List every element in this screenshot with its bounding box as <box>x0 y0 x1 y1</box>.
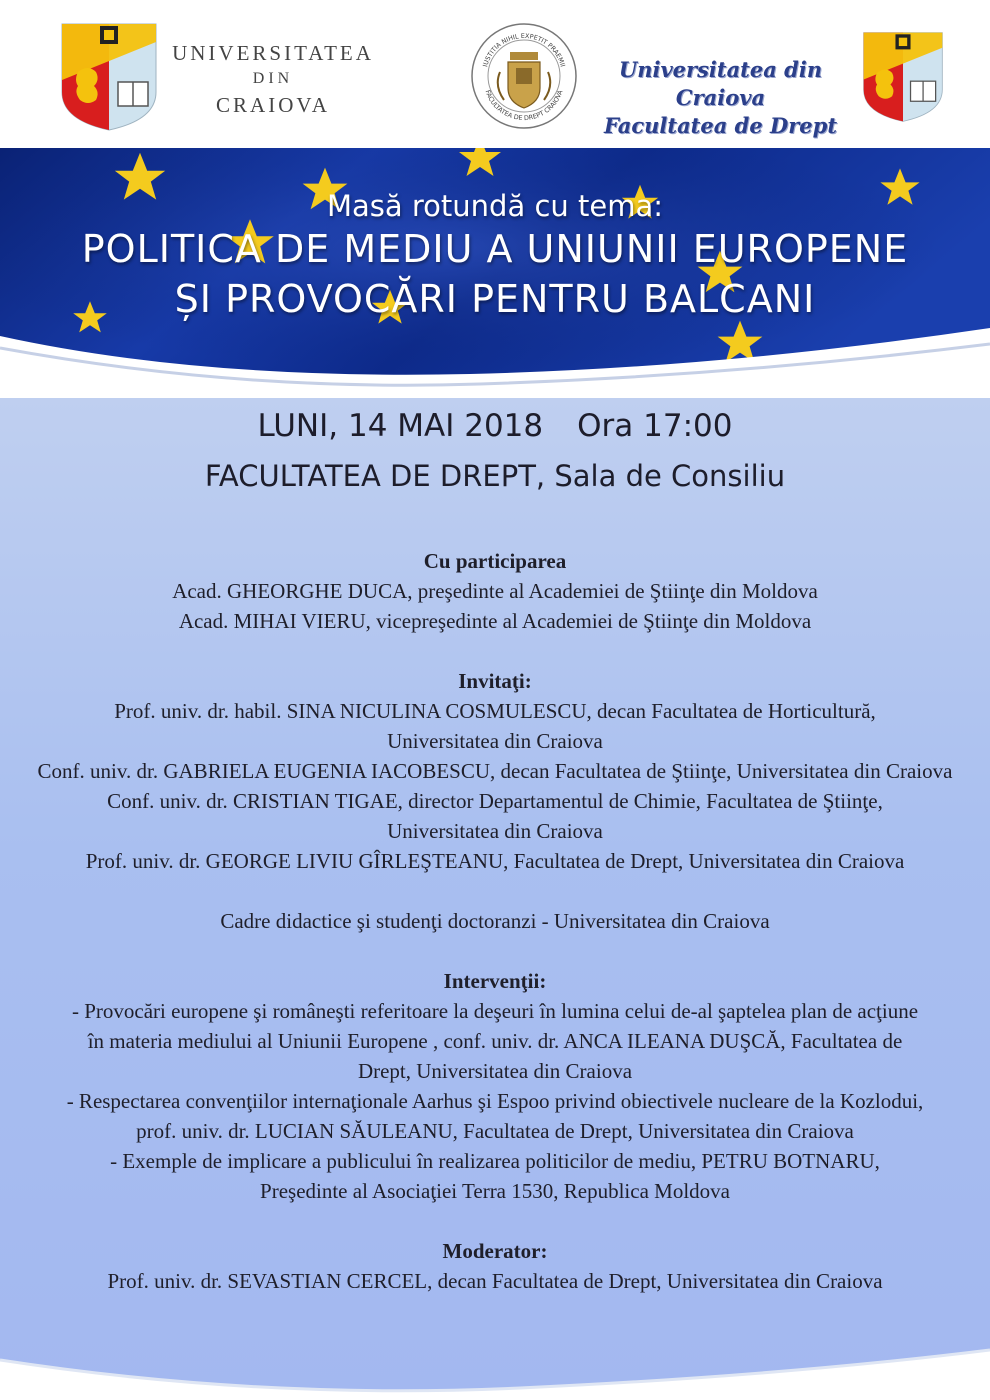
intervention-line: - Exemple de implicare a publicului în realizarea politicilor de mediu, PETRU BOTNARU, <box>110 1149 880 1173</box>
bottom-wave <box>0 1330 990 1400</box>
intervention-line: Preşedinte al Asociaţiei Terra 1530, Republica Moldova <box>260 1179 730 1203</box>
guest-line: Prof. univ. dr. GEORGE LIVIU GÎRLEŞTEANU, Facultatea de Drept, Universitatea din Craiova <box>85 849 905 873</box>
faculty-title-line-1: Universitatea din Craiova <box>618 57 823 110</box>
guest-line: Prof. univ. dr. habil. SINA NICULINA COSMULESCU, decan Facultatea de Horticultură, <box>114 699 876 723</box>
university-name-line-2: DIN <box>252 70 294 87</box>
intervention-line: - Provocări europene şi româneşti referitoare la deşeuri în lumina celui de-al şaptelea plan de acţiune <box>71 999 919 1023</box>
university-crest-icon <box>862 24 944 130</box>
university-crest-icon <box>60 22 158 132</box>
guest-line: Conf. univ. dr. CRISTIAN TIGAE, director Departamentul de Chimie, Facultatea de Ştiinţe, <box>107 789 883 813</box>
guests-extra: Cadre didactice şi studenţi doctoranzi - Universitatea din Craiova <box>220 909 770 933</box>
participation-line: Acad. MIHAI VIERU, vicepreşedinte al Academiei de Ştiinţe din Moldova <box>178 609 812 633</box>
university-name-line-1: UNIVERSITATEA <box>172 41 374 65</box>
event-venue: FACULTATEA DE DREPT, Sala de Consiliu <box>204 459 786 493</box>
faculty-title-line-2: Facultatea de Drept <box>603 113 838 138</box>
intervention-line: - Respectarea convenţiilor internaţionale Aarhus şi Espoo privind obiectivele nucleare de la Kozlodui, <box>66 1089 924 1113</box>
guests-heading: Invitaţi: <box>458 669 532 693</box>
program <box>20 546 970 1296</box>
intervention-line: Drept, Universitatea din Craiova <box>357 1059 633 1083</box>
header <box>0 0 990 148</box>
moderator-heading: Moderator: <box>442 1239 548 1263</box>
participation-heading: Cu participarea <box>423 549 567 573</box>
banner-text <box>0 188 990 324</box>
intervention-line: în materia mediului al Uniunii Europene , conf. univ. dr. ANCA ILEANA DUŞCĂ, Facultatea de <box>87 1029 903 1053</box>
event-title-line-2: ȘI PROVOCĂRI PENTRU BALCANI <box>174 277 816 321</box>
seal-top-text: IUSTITIA NIHIL EXPETIT PRAEMII <box>481 31 567 68</box>
guest-line: Universitatea din Craiova <box>387 729 603 753</box>
event-time: Ora 17:00 <box>577 408 733 444</box>
intervention-line: prof. univ. dr. LUCIAN SĂULEANU, Facultatea de Drept, Universitatea din Craiova <box>136 1119 854 1143</box>
interventions-heading: Intervenţii: <box>443 969 547 993</box>
university-name-line-3: CRAIOVA <box>216 93 330 117</box>
moderator-line: Prof. univ. dr. SEVASTIAN CERCEL, decan Facultatea de Drept, Universitatea din Craiova <box>107 1269 883 1293</box>
event-subtitle: Masă rotundă cu tema: <box>327 189 663 223</box>
event-title-line-1: POLITICA DE MEDIU A UNIUNII EUROPENE <box>81 227 909 271</box>
event-details <box>0 398 990 1400</box>
university-name <box>168 40 378 118</box>
guest-line: Conf. univ. dr. GABRIELA EUGENIA IACOBESCU, decan Facultatea de Ştiinţe, Universitatea din Craiova <box>37 759 953 783</box>
faculty-title <box>578 56 863 140</box>
event-date: LUNI, 14 MAI 2018 <box>257 408 544 444</box>
seal-bottom-text: FACULTATEA DE DREPT CRAIOVA <box>483 88 565 123</box>
event-datetime <box>0 406 990 446</box>
participation-line: Acad. GHEORGHE DUCA, preşedinte al Academiei de Ştiinţe din Moldova <box>172 579 818 603</box>
guest-line: Universitatea din Craiova <box>387 819 603 843</box>
faculty-of-law-seal-icon <box>470 22 578 130</box>
eu-flag-banner <box>0 148 990 398</box>
